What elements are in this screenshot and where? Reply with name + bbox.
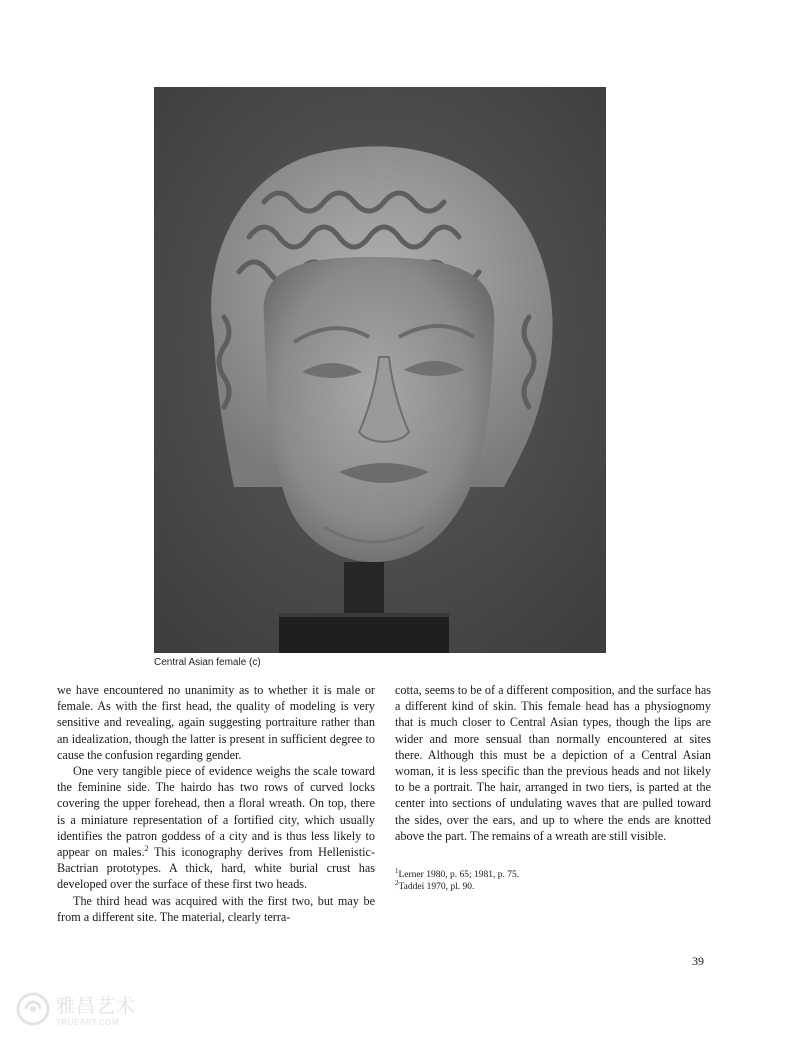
watermark-english: TRUEART.COM [56, 1018, 120, 1027]
footnote [395, 878, 711, 893]
footnote-text: Taddei 1970, pl. 90. [398, 882, 475, 892]
page-number: 39 [692, 954, 704, 968]
paragraph: The third head was acquired with the first two, but may be from a different site. The material, clearly terra- [57, 893, 375, 924]
paragraph: cotta, seems to be of a different composition, and the surface has a different kind of skin. This female head has a physiognomy that is much closer to Central Asian types, though the lips are wider and more sensual than normally encountered at sites there. Although this must be a depiction of a Central Asian woman, it is less specific than the previous heads and not likely to be a portrait. The hair, arranged in two tiers, is parted at the center into sections of undulating waves that are pulled toward the sides, over the ears, and up to where the ends are knotted above the part. The remains of a wreath are still visible. [395, 683, 711, 843]
footnote-number: 1 [395, 866, 399, 875]
footnote-ref: 2 [144, 843, 149, 853]
footnote-number: 2 [395, 878, 399, 887]
figure-caption: Central Asian female (c) [154, 657, 261, 668]
paragraph [57, 763, 375, 893]
watermark [14, 990, 136, 1028]
paragraph-text: This iconography derives from Hellenistic-Bactrian prototypes. A thick, hard, white burial crust has developed over the surface of these first two heads. [57, 845, 376, 892]
body-column-left [57, 682, 375, 925]
footnote-text: Lerner 1980, p. 65; 1981, p. 75. [398, 870, 520, 880]
footnote [395, 866, 711, 881]
watermark-chinese: 雅昌艺术 [56, 995, 137, 1017]
sculpture-photograph [154, 87, 606, 653]
footnotes [395, 866, 711, 893]
paragraph: we have encountered no unanimity as to whether it is male or female. As with the first head, the quality of modeling is very sensitive and revealing, again suggesting portraiture rather than an idealization, though the latter is present in sufficient degree to cause the confusion regarding gender. [57, 683, 375, 762]
watermark-logo-icon [14, 990, 52, 1028]
paragraph-text: One very tangible piece of evidence weighs the scale toward the feminine side. The hairdo has two rows of curved locks covering the upper forehead, then a floral wreath. On top, there is a miniature representation of a fortified city, which usually identifies the patron goddess of a city and is thus less likely to appear on males. [57, 764, 375, 860]
body-column-right [395, 682, 711, 844]
